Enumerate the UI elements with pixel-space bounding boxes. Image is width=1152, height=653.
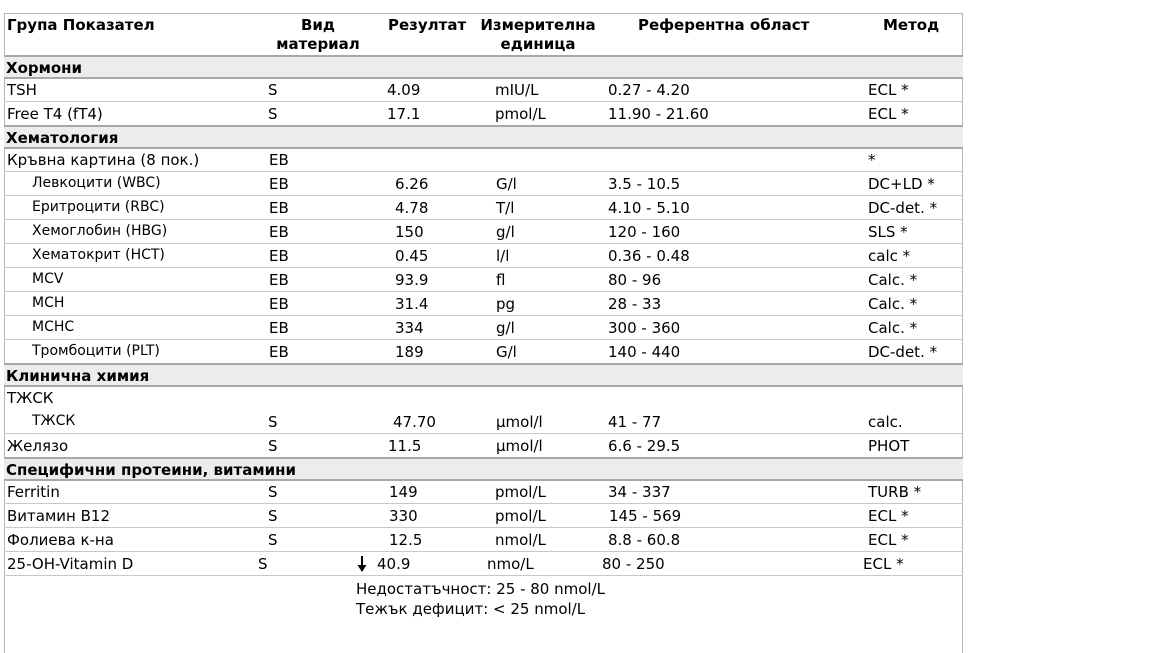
table-row: MCV EB 93.9 fl 80 - 96 Calc. * bbox=[4, 268, 963, 292]
table-row: MCHC EB 334 g/l 300 - 360 Calc. * bbox=[4, 316, 963, 340]
table-row: MCH EB 31.4 pg 28 - 33 Calc. * bbox=[4, 292, 963, 316]
table-row: Витамин B12 S 330 pmol/L 145 - 569 ECL * bbox=[4, 504, 963, 528]
table-row: Еритроцити (RBC) EB 4.78 T/l 4.10 - 5.10 DC-det. * bbox=[4, 196, 963, 220]
table-row: Желязо S 11.5 µmol/l 6.6 - 29.5 PHOT bbox=[4, 434, 963, 458]
table-row: Кръвна картина (8 пок.) EB * bbox=[4, 148, 963, 172]
table-row: TSH S 4.09 mIU/L 0.27 - 4.20 ECL * bbox=[4, 78, 963, 102]
table-row: Хематокрит (HCT) EB 0.45 l/l 0.36 - 0.48 calc * bbox=[4, 244, 963, 268]
table-row: Хемоглобин (HBG) EB 150 g/l 120 - 160 SLS * bbox=[4, 220, 963, 244]
header-reference: Референтна област bbox=[638, 16, 810, 34]
table-row: Free T4 (fT4) S 17.1 pmol/L 11.90 - 21.60 ECL * bbox=[4, 102, 963, 126]
table-row: Левкоцити (WBC) EB 6.26 G/l 3.5 - 10.5 DC+LD * bbox=[4, 172, 963, 196]
table-row: Фолиева к-на S 12.5 nmol/L 8.8 - 60.8 ECL * bbox=[4, 528, 963, 552]
header-material: Вид материал bbox=[276, 16, 360, 53]
table-row: ТЖСК S 47.70 µmol/l 41 - 77 calc. bbox=[4, 410, 963, 434]
group-clinical-chemistry: Клинична химия bbox=[4, 363, 963, 387]
vitamin-d-note-deficiency: Тежък дефицит: < 25 nmol/L bbox=[356, 600, 586, 618]
header-method: Метод bbox=[883, 16, 940, 34]
header-result: Резултат bbox=[388, 16, 467, 34]
table-row: 25-OH-Vitamin D S 40.9 nmo/L 80 - 250 ECL * bbox=[4, 552, 963, 576]
table-row: Ferritin S 149 pmol/L 34 - 337 TURB * bbox=[4, 480, 963, 504]
table-row: ТЖСК bbox=[7, 389, 54, 407]
table-row: Тромбоцити (PLT) EB 189 G/l 140 - 440 DC-det. * bbox=[4, 340, 963, 364]
header-group: Група Показател bbox=[7, 16, 155, 34]
header-unit: Измерителна единица bbox=[480, 16, 596, 53]
vitamin-d-note-insufficiency: Недостатъчност: 25 - 80 nmol/L bbox=[356, 580, 605, 598]
group-specific-proteins: Специфични протеини, витамини bbox=[4, 457, 963, 481]
arrow-down-icon bbox=[356, 555, 368, 573]
group-hematology: Хематология bbox=[4, 125, 963, 149]
group-hormones: Хормони bbox=[4, 55, 963, 79]
